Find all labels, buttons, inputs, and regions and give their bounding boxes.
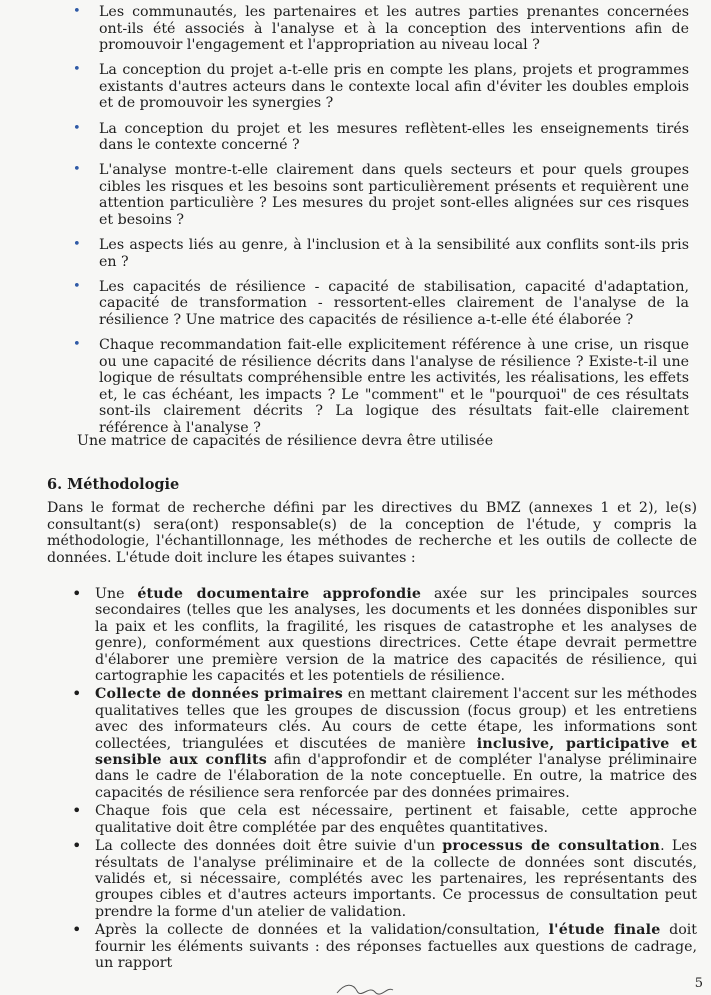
emphasis-text: processus de consultation [442, 838, 661, 855]
resilience-matrix-note: Une matrice de capacités de résilience devra être utilisée [77, 433, 494, 449]
bullet-icon: • [72, 836, 82, 856]
bullet-icon: • [73, 4, 81, 19]
bullet-icon: • [73, 62, 81, 78]
bullet-icon: • [73, 120, 81, 136]
bullet-icon: • [73, 337, 81, 353]
signature-mark [335, 981, 395, 995]
bullet-icon: • [72, 920, 82, 940]
bullet-icon: • [72, 684, 82, 704]
list-item: • Collecte de données primaires en mettant clairement l'accent sur les méthodes qualitatives telles que les groupes de discussion (focus group) et les entretiens avec des informateurs clés. Au cours de cette étape, les informations sont collectées, triangulées et discutées de manière inclusive, participative et sensible aux conflits afin d'approfondir et de compléter l'analyse préliminaire dans le cadre de l'élaboration de la note conceptuelle. En outre, la matrice des capacités de résilience sera renforcée par des données primaires. [72, 684, 697, 801]
bullet-icon: • [73, 237, 81, 253]
emphasis-text: l'étude finale [548, 922, 661, 939]
list-item: • Chaque recommandation fait-elle explicitement référence à une crise, un risque ou une capacité de résilience décrits dans l'analyse de résilience ? Existe-t-il une logique de résultats compréhensible entre les activités, les réalisations, les effets et, le cas échéant, les impacts ? Le "comment" et le "pourquoi" de ces résultats sont-ils clairement décrits ? La logique des résultats fait-elle clairement référence à l'analyse ? [73, 337, 689, 437]
list-item: • La collecte des données doit être suivie d'un processus de consultation. Les résultats de l'analyse préliminaire et de la collecte de données sont discutés, validés et, si nécessaire, complétés avec les partenaires, les représentants des groupes cibles et d'autres acteurs importants. Ce processus de consultation peut prendre la forme d'un atelier de validation. [72, 836, 697, 920]
list-item: • Les communautés, les partenaires et les autres parties prenantes concernées ont-ils été associés à l'analyse et à la conception des interventions afin de promouvoir l'engagement et l'appropriation au niveau local ? [73, 4, 689, 54]
list-item: • L'analyse montre-t-elle clairement dans quels secteurs et pour quels groupes cibles les risques et les besoins sont particulièrement présents et requièrent une attention particulière ? Les mesures du projet sont-elles alignées sur ces risques et besoins ? [73, 162, 689, 229]
methodology-intro-paragraph: Dans le format de recherche défini par les directives du BMZ (annexes 1 et 2), le(s) consultant(s) sera(ont) responsable(s) de la conception de l'étude, y compris la méthodologie, l'échantillonnage, les méthodes de recherche et les outils de collecte de données. L'étude doit inclure les étapes suivantes : [47, 500, 697, 566]
list-item: • Les aspects liés au genre, à l'inclusion et à la sensibilité aux conflits sont-ils pris en ? [73, 237, 689, 270]
study-steps-list [0, 586, 711, 973]
guiding-questions-list [0, 4, 711, 445]
emphasis-text: inclusive, participative et sensible aux conflits [95, 735, 697, 769]
list-item: • Chaque fois que cela est nécessaire, pertinent et faisable, cette approche qualitative doit être complétée par des enquêtes quantitatives. [72, 801, 697, 836]
list-item: • La conception du projet et les mesures reflètent-elles les enseignements tirés dans le contexte concerné ? [73, 120, 689, 154]
bullet-icon: • [72, 801, 82, 821]
emphasis-text: Collecte de données primaires [95, 686, 343, 703]
emphasis-text: étude documentaire approfondie [137, 586, 422, 602]
bullet-icon: • [72, 584, 82, 603]
bullet-icon: • [73, 162, 81, 178]
list-item: • La conception du projet a-t-elle pris en compte les plans, projets et programmes existants d'autres acteurs dans le contexte local afin d'éviter les doubles emplois et de promouvoir les synergies ? [73, 62, 689, 112]
bullet-icon: • [73, 278, 81, 294]
list-item: • Une étude documentaire approfondie axée sur les principales sources secondaires (telles que les analyses, les documents et les données disponibles sur la paix et les conflits, la fragilité, les risques de catastrophe et les analyses de genre), conformément aux questions directrices. Cette étape devrait permettre d'élaborer une première version de la matrice des capacités de résilience, qui cartographie les capacités et les potentiels de résilience. [72, 584, 697, 685]
page-number: 5 [694, 976, 703, 991]
list-item: • Après la collecte de données et la validation/consultation, l'étude finale doit fournir les éléments suivants : des réponses factuelles aux questions de cadrage, un rapport [72, 920, 697, 971]
list-item: • Les capacités de résilience - capacité de stabilisation, capacité d'adaptation, capacité de transformation - ressortent-elles clairement de l'analyse de la résilience ? Une matrice des capacités de résilience a-t-elle été élaborée ? [73, 278, 689, 328]
section-heading: 6. Méthodologie [47, 476, 180, 493]
